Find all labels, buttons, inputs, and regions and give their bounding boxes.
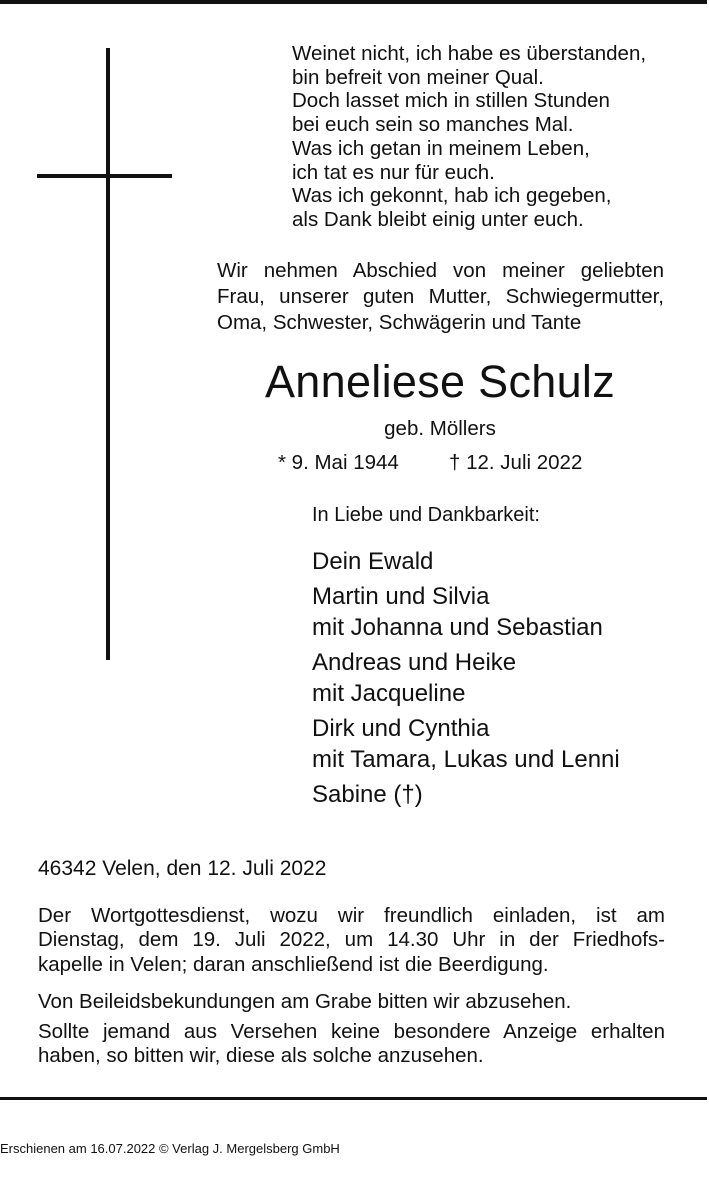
service-line: Der Wortgottesdienst, wozu wir freundlich einladen, ist am <box>38 904 665 927</box>
mourner-name: Sabine (†) <box>312 781 423 808</box>
poem-line: Was ich getan in meinem Leben, <box>292 136 590 160</box>
service-paragraph <box>38 904 665 977</box>
mourner-children: mit Johanna und Sebastian <box>312 614 603 641</box>
mourner-entry <box>312 647 620 709</box>
poem-line: als Dank bleibt einig unter euch. <box>292 207 584 231</box>
poem <box>292 42 646 232</box>
notice-line: haben, so bitten wir, diese als solche anzusehen. <box>38 1044 484 1068</box>
place-and-date: 46342 Velen, den 12. Juli 2022 <box>38 857 327 880</box>
mourner-name: Martin und Silvia <box>312 583 490 610</box>
condolences-paragraph <box>38 990 665 1014</box>
service-line: Dienstag, dem 19. Juli 2022, um 14.30 Uhr in der Friedhofs- <box>38 928 665 952</box>
mourner-entry <box>312 546 620 577</box>
publication-footer: Erschienen am 16.07.2022 © Verlag J. Mergelsberg GmbH <box>0 1141 340 1156</box>
service-line: kapelle in Velen; daran anschließend ist die Beerdigung. <box>38 952 549 976</box>
mourners-block <box>312 502 620 814</box>
notice-line: Sollte jemand aus Versehen keine besondere Anzeige erhalten <box>38 1020 665 1043</box>
poem-line: bin befreit von meiner Qual. <box>292 65 544 89</box>
intro-line: Oma, Schwester, Schwägerin und Tante <box>217 311 582 334</box>
mourner-name: Dirk und Cynthia <box>312 715 490 742</box>
notice-paragraph <box>38 1020 665 1069</box>
poem-line: Weinet nicht, ich habe es überstanden, <box>292 42 647 65</box>
poem-line: Was ich gekonnt, hab ich gegeben, <box>292 184 612 208</box>
mourner-entry <box>312 581 620 643</box>
birth-date: * 9. Mai 1944 <box>278 451 399 474</box>
farewell-intro <box>217 258 664 336</box>
birth-name: geb. Möllers <box>384 417 496 440</box>
death-date: † 12. Juli 2022 <box>449 451 583 474</box>
intro-line: Frau, unserer guten Mutter, Schwiegermutter, <box>217 285 664 308</box>
mourners-greeting: In Liebe und Dankbarkeit: <box>312 504 540 526</box>
mourner-entry <box>312 713 620 775</box>
condolences-line: Von Beileidsbekundungen am Grabe bitten wir abzusehen. <box>38 990 572 1013</box>
intro-line: Wir nehmen Abschied von meiner geliebten <box>217 259 664 282</box>
mourner-entry <box>312 779 620 810</box>
cross-horizontal-bar <box>37 174 172 178</box>
poem-line: Doch lasset mich in stillen Stunden <box>292 89 610 113</box>
poem-line: bei euch sein so manches Mal. <box>292 113 574 137</box>
poem-line: ich tat es nur für euch. <box>292 160 495 184</box>
mourner-name: Dein Ewald <box>312 548 434 575</box>
mourner-children: mit Jacqueline <box>312 680 466 707</box>
mourner-children: mit Tamara, Lukas und Lenni <box>312 746 620 773</box>
mourner-name: Andreas und Heike <box>312 649 517 676</box>
deceased-name: Anneliese Schulz <box>264 356 615 407</box>
